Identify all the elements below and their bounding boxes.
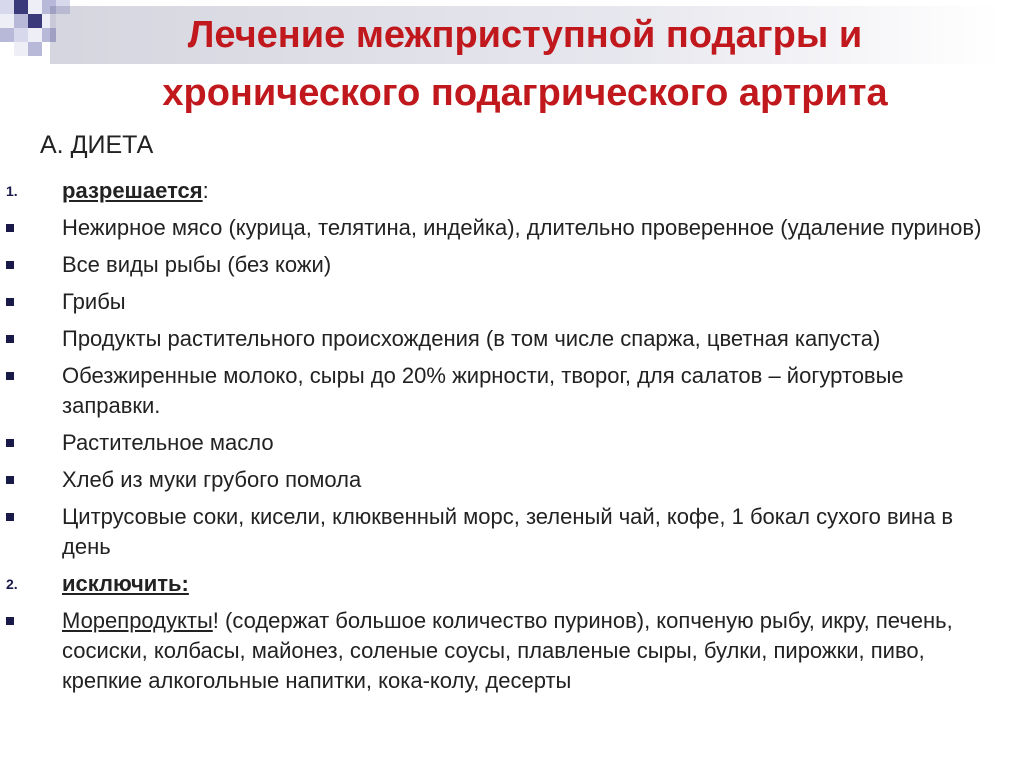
list-item-text: Хлеб из муки грубого помола bbox=[62, 467, 362, 492]
square-bullet-icon bbox=[6, 372, 14, 380]
section-heading-excluded bbox=[0, 569, 1000, 599]
square-bullet-icon bbox=[6, 335, 14, 343]
section-heading-suffix: : bbox=[202, 178, 209, 203]
title-line-1 bbox=[50, 6, 1000, 64]
list-item bbox=[0, 213, 1000, 243]
diet-list bbox=[0, 176, 1000, 703]
section-heading-allowed bbox=[0, 176, 1000, 206]
section-subtitle: А. ДИЕТА bbox=[40, 131, 154, 159]
list-item-text: Обезжиренные молоко, сыры до 20% жирности, творог, для салатов – йогуртовые заправки. bbox=[62, 363, 904, 418]
square-bullet-icon bbox=[6, 298, 14, 306]
list-item-text: Растительное масло bbox=[62, 430, 274, 455]
list-item-underlined-text: Морепродукты bbox=[62, 608, 213, 633]
list-item-text: Все виды рыбы (без кожи) bbox=[62, 252, 332, 277]
list-item bbox=[0, 465, 1000, 495]
list-item bbox=[0, 606, 1000, 696]
slide-title bbox=[50, 6, 1000, 122]
list-item-text: Продукты растительного происхождения (в том числе спаржа, цветная капуста) bbox=[62, 326, 881, 351]
title-line-2-text: хронического подагрического артрита bbox=[162, 72, 888, 114]
section-heading-text: разрешается bbox=[62, 178, 203, 203]
list-item bbox=[0, 250, 1000, 280]
square-bullet-icon bbox=[6, 476, 14, 484]
list-item bbox=[0, 428, 1000, 458]
square-bullet-icon bbox=[6, 513, 14, 521]
list-item bbox=[0, 361, 1000, 421]
list-item-text: Цитрусовые соки, кисели, клюквенный морс, зеленый чай, кофе, 1 бокал сухого вина в день bbox=[62, 504, 954, 559]
square-bullet-icon bbox=[6, 261, 14, 269]
title-line-2 bbox=[162, 72, 887, 114]
title-line-1-text: Лечение межприступной подагры и bbox=[187, 14, 863, 56]
list-item-text: Грибы bbox=[62, 289, 126, 314]
square-bullet-icon bbox=[6, 439, 14, 447]
section-heading-text: исключить: bbox=[62, 571, 189, 596]
square-bullet-icon bbox=[6, 617, 14, 625]
list-item bbox=[0, 502, 1000, 562]
list-item bbox=[0, 324, 1000, 354]
list-item bbox=[0, 287, 1000, 317]
list-item-text: ! (содержат большое количество пуринов), копченую рыбу, икру, печень, сосиски, колбасы, майонез, соленые соусы, плавленые сыры, булки, пирожки, пиво, крепкие алкогольные напитки, кока-колу, десерты bbox=[62, 608, 953, 693]
section-number: 2. bbox=[6, 576, 18, 592]
section-number: 1. bbox=[6, 183, 18, 199]
square-bullet-icon bbox=[6, 224, 14, 232]
list-item-text: Нежирное мясо (курица, телятина, индейка), длительно проверенное (удаление пуринов) bbox=[62, 215, 982, 240]
